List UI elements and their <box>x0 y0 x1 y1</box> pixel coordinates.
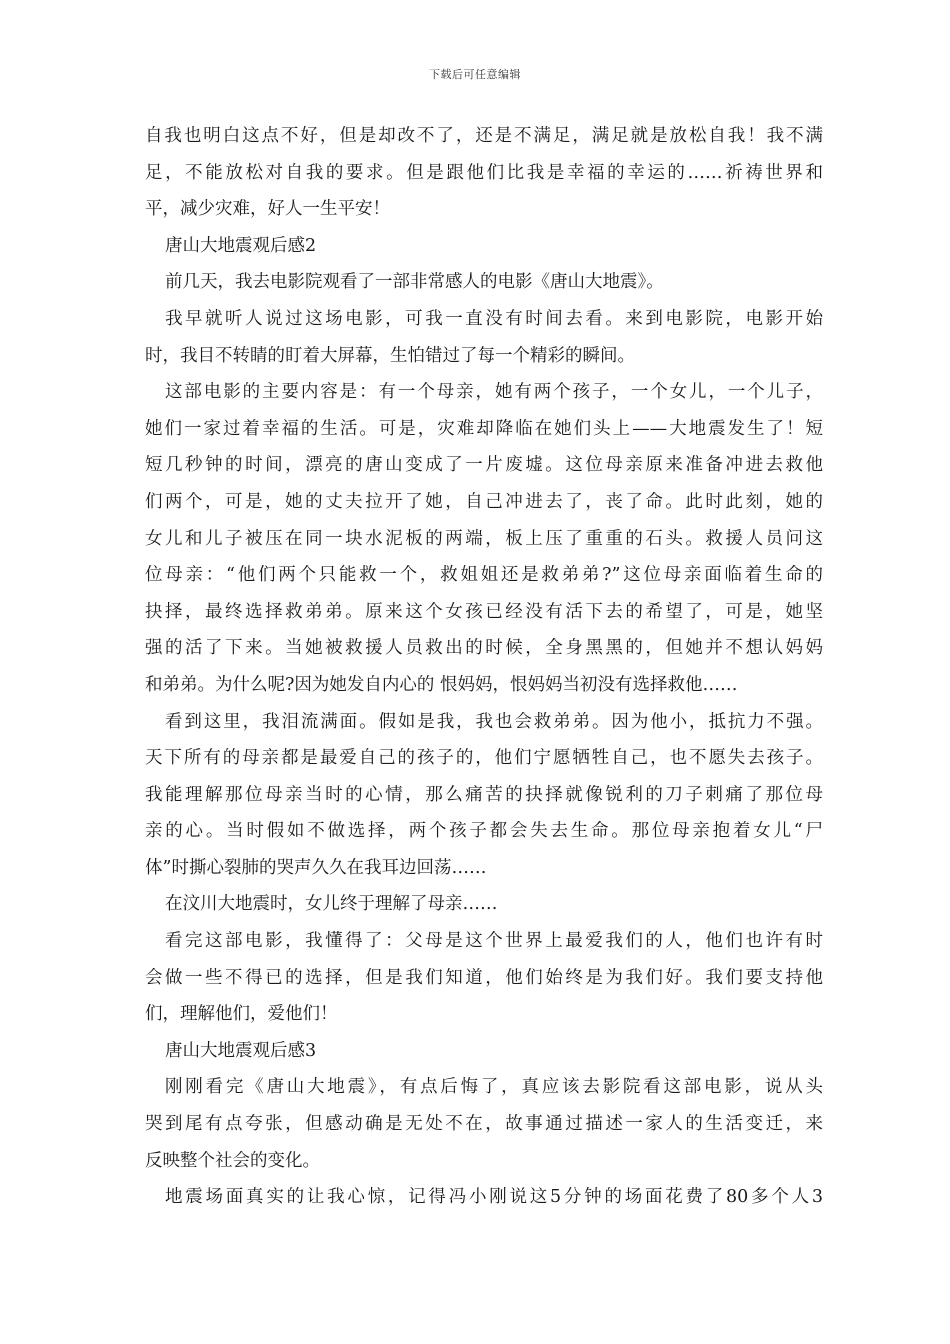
text-line: 唐山大地震观后感3 <box>165 1040 317 1061</box>
text-line: 强的活了下来。当她被救援人员救出的时候，全身黑黑的，但她并不想认妈妈 <box>145 638 823 659</box>
text-line: 抉择，最终选择救弟弟。原来这个女孩已经没有活下去的希望了，可是，她坚 <box>145 601 823 622</box>
text-line: 看完这部电影，我懂得了：父母是这个世界上最爱我们的人，他们也许有时 <box>165 931 823 952</box>
text-line: 唐山大地震观后感2 <box>165 235 317 256</box>
text-line: 看到这里，我泪流满面。假如是我，我也会救弟弟。因为他小，抵抗力不强。 <box>165 711 823 732</box>
text-line: 地震场面真实的让我心惊，记得冯小刚说这5分钟的场面花费了80多个人3 <box>165 1187 823 1208</box>
text-line: 和弟弟。为什么呢?因为她发自内心的 恨妈妈，恨妈妈当初没有选择救他…… <box>145 674 738 695</box>
text-line: 位母亲：“他们两个只能救一个，救姐姐还是救弟弟?”这位母亲面临着生命的 <box>145 565 823 586</box>
text-line: 刚刚看完《唐山大地震》，有点后悔了，真应该去影院看这部电影，说从头 <box>165 1077 823 1098</box>
page-header: 下载后可任意编辑 <box>429 68 521 81</box>
text-line: 自我也明白这点不好，但是却改不了，还是不满足，满足就是放松自我！我不满 <box>145 126 823 146</box>
text-line: 们，理解他们，爱他们！ <box>145 1004 338 1025</box>
text-line: 女儿和儿子被压在同一块水泥板的两端，板上压了重重的石头。救援人员问这 <box>145 528 823 549</box>
text-line: 我早就听人说过这场电影，可我一直没有时间去看。来到电影院，电影开始 <box>165 308 823 329</box>
text-line: 足，不能放松对自我的要求。但是跟他们比我是幸福的幸运的……祈祷世界和 <box>145 162 823 183</box>
text-line: 前几天，我去电影院观看了一部非常感人的电影《唐山大地震》。 <box>165 272 664 293</box>
text-line: 亲的心。当时假如不做选择，两个孩子都会失去生命。那位母亲抱着女儿“尸 <box>145 821 823 842</box>
text-line: 她们一家过着幸福的生活。可是，灾难却降临在她们头上——大地震发生了！短 <box>145 418 823 439</box>
text-line: 时，我目不转睛的盯着大屏幕，生怕错过了每一个精彩的瞬间。 <box>145 345 635 366</box>
text-line: 们两个，可是，她的丈夫拉开了她，自己冲进去了，丧了命。此时此刻，她的 <box>145 491 823 512</box>
text-line: 会做一些不得已的选择，但是我们知道，他们始终是为我们好。我们要支持他 <box>145 967 823 988</box>
text-line: 体”时撕心裂肺的哭声久久在我耳边回荡…… <box>145 857 487 878</box>
text-line: 天下所有的母亲都是最爱自己的孩子的，他们宁愿牺牲自己，也不愿失去孩子。 <box>145 748 823 769</box>
text-line: 我能理解那位母亲当时的心情，那么痛苦的抉择就像锐利的刀子刺痛了那位母 <box>145 784 823 805</box>
text-line: 哭到尾有点夸张，但感动确是无处不在，故事通过描述一家人的生活变迁，来 <box>145 1114 823 1135</box>
document-body <box>145 118 823 1216</box>
text-line: 短几秒钟的时间，漂亮的唐山变成了一片废墟。这位母亲原来准备冲进去救他 <box>145 455 823 476</box>
text-line: 平，减少灾难，好人一生平安！ <box>145 199 390 220</box>
text-line: 反映整个社会的变化。 <box>145 1150 320 1171</box>
text-line: 这部电影的主要内容是：有一个母亲，她有两个孩子，一个女儿，一个儿子， <box>165 382 823 403</box>
text-line: 在汶川大地震时，女儿终于理解了母亲…… <box>165 894 498 915</box>
